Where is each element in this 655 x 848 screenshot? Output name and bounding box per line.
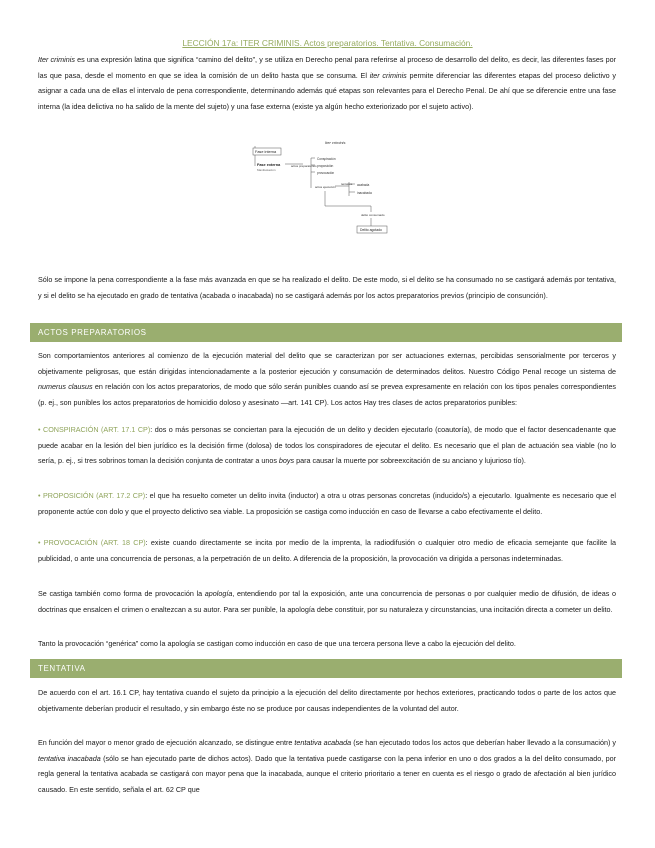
diagram-root: Iter criminis [325,140,346,145]
diagram-prep-item: proposición [317,164,334,168]
actos-preparatorios-paragraph: Son comportamientos anteriores al comienzo de la ejecución material del delito que se caracterizan por ser actuaciones externas, percibidas sensorialmente por terceros y objetivamente peligrosas, que están dirigidas intencionadamente a la posterior ejecución y consumación de determinados delitos. Nuestro Código Penal recoge un sistema de numerus clausus en relación con los actos preparatorios, de modo que sólo serán punibles cuando así se prevea expresamente en relación con los tipos penales correspondientes (p. ej., son punibles los actos preparatorios de homicidio doloso y asesinato —art. 141 CP). Los actos Hay tres clases de actos preparatorios punibles: [38,351,616,407]
diagram-tentativa: tentativa [341,182,353,186]
diagram-actos-ejecucion: actos ejecución [315,185,336,189]
provocacion-generica-paragraph: Tanto la provocación “genérica” como la apología se castigan como inducción en caso de que una tercera persona lleve a cabo la ejecución del delito. [38,639,516,648]
provocacion-label: • PROVOCACIÓN (ART. 18 CP) [38,538,146,547]
iter-criminis-diagram [245,136,395,241]
diagram-delito-agotado: Delito agotado [360,228,382,232]
proposicion-label: • PROPOSICIÓN (ART. 17.2 CP) [38,491,146,500]
proposicion-bullet: • PROPOSICIÓN (ART. 17.2 CP): el que ha resuelto cometer un delito invita (inductor) a otra u otras personas concretas (inducido/s) a ejecutarlo. Igualmente es necesario que el proponente actúe con dolo y que el proyecto delictivo sea viable. La proposición se castiga como inducción en caso de llevarse a cabo efectivamente el delito. [38,491,616,516]
diagram-actos-preparatorios: actos preparatorios [291,164,317,168]
tentativa-grados-paragraph: En función del mayor o menor grado de ejecución alcanzado, se distingue entre tentativa acabada (se han ejecutado todos los actos que deberían haber llevado a la consumación) y tentativa inacabada (sólo se han ejecutado parte de dichos actos). Dado que la tentativa puede castigarse con la pena inferior en uno o dos grados a la del delito consumado, por regla general la tentativa acabada se castigará con mayor pena que la inacabada, aunque el criterio prioritario a tener en cuenta es el riesgo o grado de afectación al bien jurídico causado. En este sentido, señala el art. 62 CP que [38,738,617,794]
diagram-fase-externa-sub: Manifestación [257,168,276,172]
page-title: LECCIÓN 17a: ITER CRIMINIS. Actos preparatorios. Tentativa. Consumación. [182,38,473,48]
diagram-prep-item: provocación [317,171,335,175]
tentativa-paragraph: De acuerdo con el art. 16.1 CP, hay tentativa cuando el sujeto da principio a la ejecución del delito directamente por hechos exteriores, practicando todos o parte de los actos que objetivamente deberían producir el resultado, y sin embargo éste no se produce por causas independientes de la voluntad del autor. [38,688,616,713]
intro-term: Iter criminis [38,55,75,64]
apologia-paragraph: Se castiga también como forma de provocación la apología, entendiendo por tal la exposición, ante una concurrencia de personas o por cualquier medio de difusión, de ideas o doctrinas que ensalcen el crimen o enaltezcan a su autor. Para ser punible, la apología debe constituir, por su naturaleza y circunstancias, una incitación directa a cometer un delito. [38,589,616,614]
section-heading-tentativa: TENTATIVA [30,659,622,678]
diagram-prep-item: Conspiración [317,157,336,161]
conspiracion-label: • CONSPIRACIÓN (ART. 17.1 CP) [38,425,151,434]
conspiracion-bullet: • CONSPIRACIÓN (ART. 17.1 CP): dos o más personas se conciertan para la ejecución de un delito y deciden ejecutarlo (coautoría), de modo que el factor desencadenante que puede acabar en la lesión del bien jurídico es la decisión firme (dolosa) de todos los conspiradores de ejecutar el delito. Es necesario que el plan de actuación sea viable (no lo sería, p. ej., si tres sobrinos toman la decisión conjunta de contratar a unos boys para causar la muerte por sobreexcitación de su anciano y lujurioso tío). [38,425,616,466]
section-heading-actos-preparatorios: ACTOS PREPARATORIOS [30,323,622,342]
diagram-delito-consumado: delito consumado [361,213,385,217]
consuncion-paragraph: Sólo se impone la pena correspondiente a la fase más avanzada en que se ha realizado el delito. De este modo, si el delito se ha consumado no se castigará además por tentativa, y si el delito se ha ejecutado en grado de tentativa (acabada o inacabada) no se castigará además por los actos preparatorios previos (principio de consunción). [38,275,616,300]
diagram-tent-item: acabada [357,183,370,187]
diagram-fase-externa: Fase externa [257,163,281,167]
diagram-fase-interna: Fase interna [255,150,277,154]
diagram-tent-item: inacabada [357,191,372,195]
provocacion-bullet: • PROVOCACIÓN (ART. 18 CP): existe cuando directamente se incita por medio de la imprenta, la radiodifusión o cualquier otro medio de eficacia semejante que facilite la publicidad, o ante una concurrencia de personas, a la perpetración de un delito. A diferencia de la proposición, la provocación va dirigida a personas indeterminadas. [38,538,616,563]
intro-paragraph: Iter criminis es una expresión latina que significa “camino del delito”, y se utiliza en Derecho penal para referirse al proceso de desarrollo del delito, es decir, las diferentes fases por las que pasa, desde el momento en que se idea la comisión de un delito hasta que se consuma. El iter criminis permite diferenciar las diferentes etapas del proceso delictivo y asignar a cada una de ellas el intervalo de pena correspondiente, determinando además qué etapas son relevantes para el Derecho Penal. De ahí que se diferencie entre una fase interna (la idea delictiva no ha salido de la mente del sujeto) y una fase externa (existe ya algún hecho exteriorizado por el sujeto activo). [38,55,617,111]
